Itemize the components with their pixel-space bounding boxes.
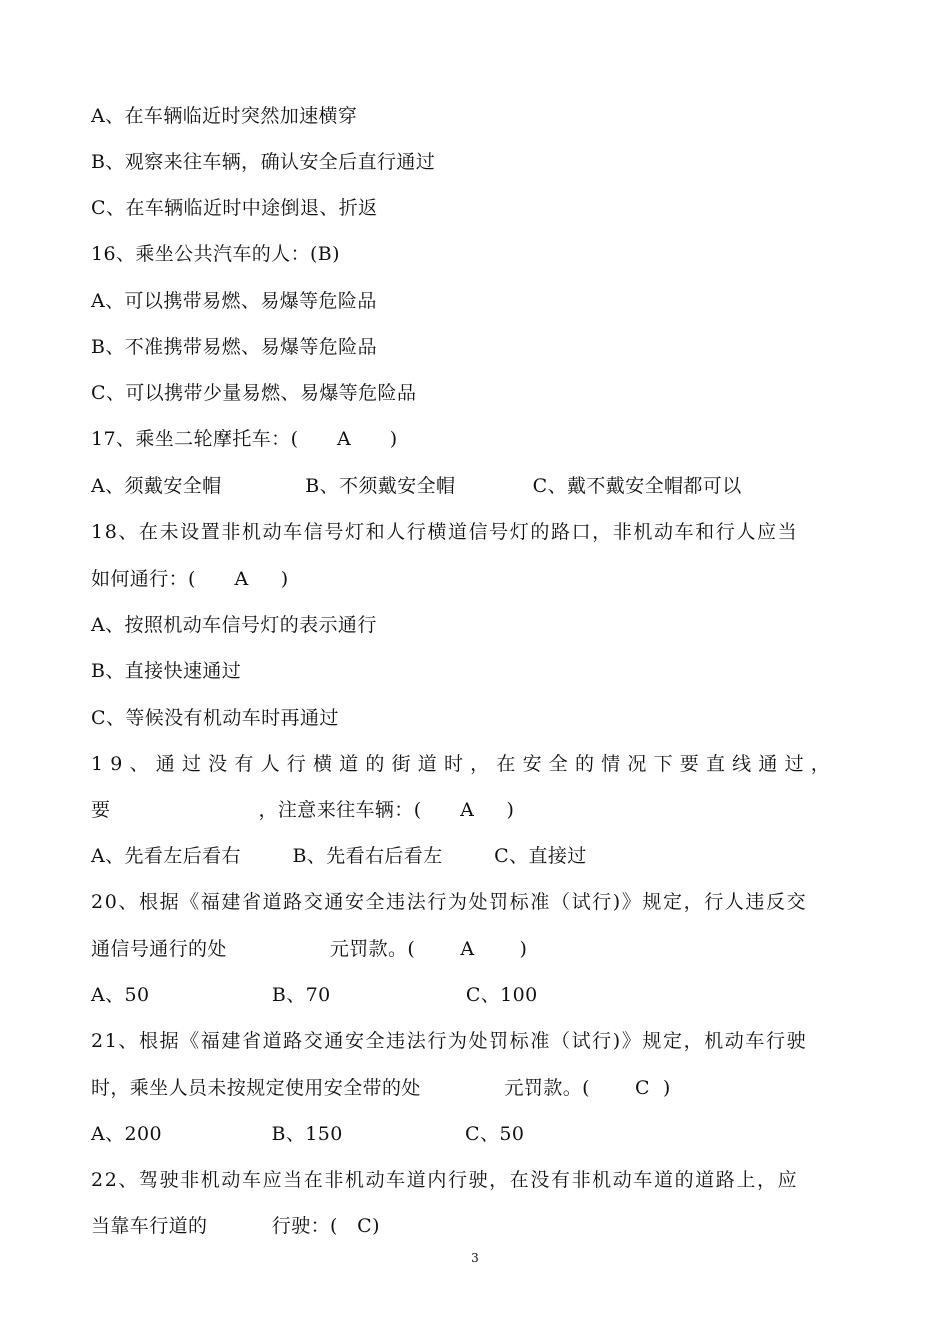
option-line: B、观察来往车辆，确认安全后直行通过 xyxy=(91,151,436,173)
question-21: 21、根据《福建省道路交通安全违法行为处罚标准（试行)》规定，机动车行驶 xyxy=(91,1030,808,1052)
question-22-continued: 当靠车行道的 行驶：( C) xyxy=(91,1215,380,1237)
option-line: A、在车辆临近时突然加速横穿 xyxy=(91,105,358,127)
option-line: A、须戴安全帽 B、不须戴安全帽 C、戴不戴安全帽都可以 xyxy=(91,475,742,497)
option-line: A、按照机动车信号灯的表示通行 xyxy=(91,614,377,636)
option-line: A、200 B、150 C、50 xyxy=(91,1123,525,1145)
question-17: 17、乘坐二轮摩托车：( A ) xyxy=(91,428,398,450)
question-19: 19、通过没有人行横道的街道时，在安全的情况下要直线通过， xyxy=(91,753,837,775)
question-20-continued: 通信号通行的处 元罚款。( A ) xyxy=(91,938,528,960)
question-22: 22、驾驶非机动车应当在非机动车道内行驶，在没有非机动车道的道路上，应 xyxy=(91,1169,799,1191)
option-line: C、等候没有机动车时再通过 xyxy=(91,707,339,729)
question-19-continued: 要 ，注意来往车辆：( A ) xyxy=(91,799,515,821)
question-21-continued: 时，乘坐人员未按规定使用安全带的处 元罚款。( C ) xyxy=(91,1077,671,1099)
question-16: 16、乘坐公共汽车的人：(B) xyxy=(91,243,340,265)
option-line: A、先看左后看右 B、先看右后看左 C、直接过 xyxy=(91,845,587,867)
option-line: C、在车辆临近时中途倒退、折返 xyxy=(91,197,378,219)
option-line: A、50 B、70 C、100 xyxy=(91,984,538,1006)
option-line: C、可以携带少量易燃、易爆等危险品 xyxy=(91,382,417,404)
option-line: B、不准携带易燃、易爆等危险品 xyxy=(91,336,377,358)
option-line: A、可以携带易燃、易爆等危险品 xyxy=(91,290,377,312)
question-20: 20、根据《福建省道路交通安全违法行为处罚标准（试行)》规定，行人违反交 xyxy=(91,891,808,913)
page-number: 3 xyxy=(471,1251,479,1265)
question-18-continued: 如何通行：( A ) xyxy=(91,568,289,590)
option-line: B、直接快速通过 xyxy=(91,660,242,682)
question-18: 18、在未设置非机动车信号灯和人行横道信号灯的路口，非机动车和行人应当 xyxy=(91,521,799,543)
